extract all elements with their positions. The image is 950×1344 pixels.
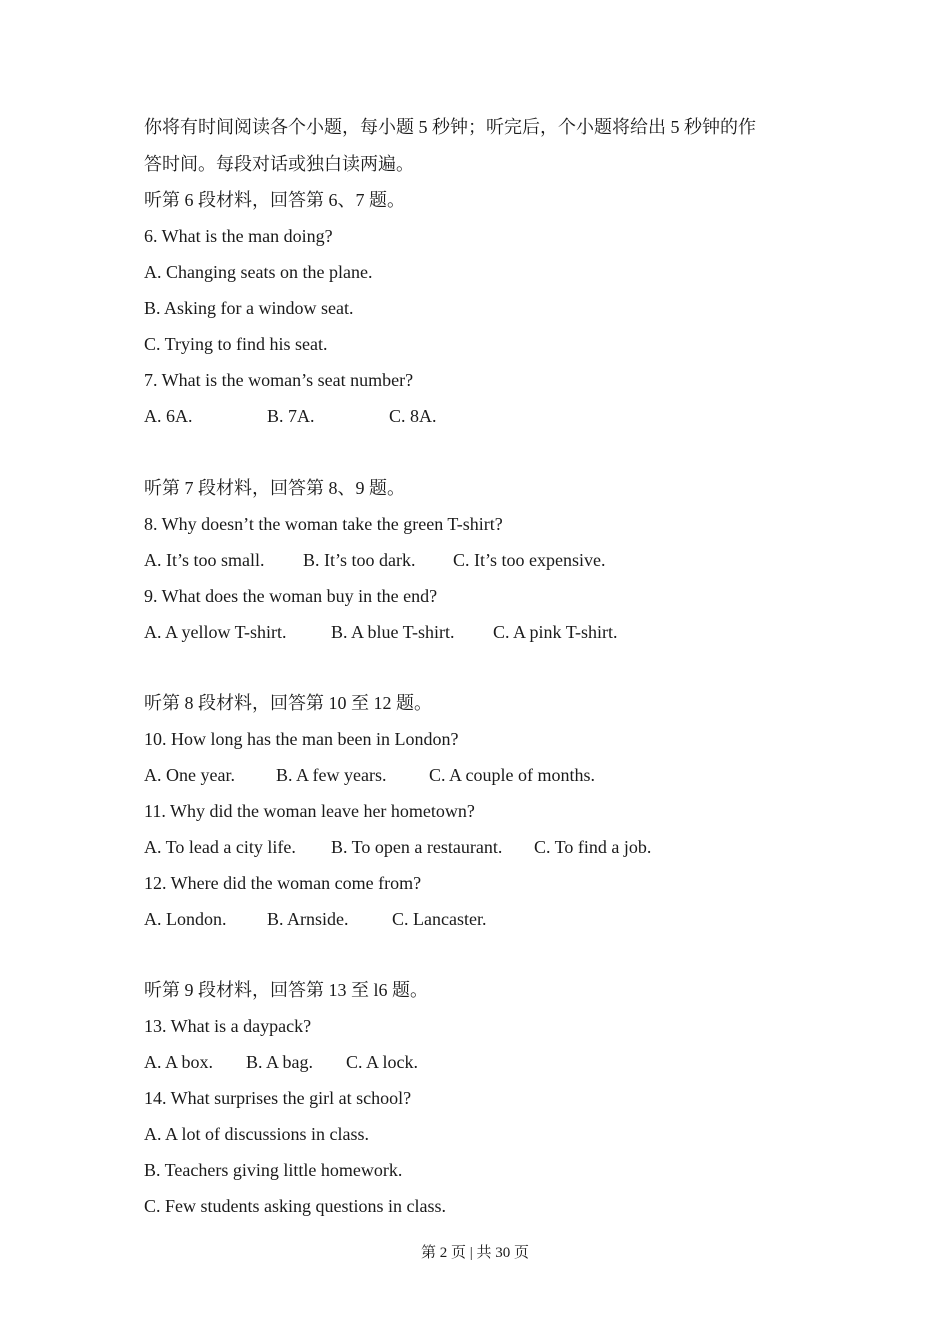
answer-option: A. It’s too small.	[144, 550, 265, 570]
answer-option: C. Lancaster.	[392, 909, 487, 929]
answer-option: B. Arnside.	[267, 909, 349, 929]
question-text: 13. What is a daypack?	[144, 1016, 312, 1036]
answer-option: B. To open a restaurant.	[331, 837, 503, 857]
instruction-line-1: 你将有时间阅读各个小题，每小题 5 秒钟；听完后，个小题将给出 5 秒钟的作	[144, 117, 756, 137]
question-text: 6. What is the man doing?	[144, 226, 333, 246]
answer-option: A. To lead a city life.	[144, 837, 296, 857]
answer-option: C. A couple of months.	[429, 765, 595, 785]
answer-option: A. A box.	[144, 1052, 214, 1072]
question-text: 10. How long has the man been in London?	[144, 729, 459, 749]
question-text: 14. What surprises the girl at school?	[144, 1088, 412, 1108]
answer-option: C. Trying to find his seat.	[144, 334, 328, 354]
answer-option: B. A few years.	[276, 765, 387, 785]
question-text: 11. Why did the woman leave her hometown?	[144, 801, 475, 821]
answer-option: A. London.	[144, 909, 227, 929]
answer-option: A. A yellow T-shirt.	[144, 622, 287, 642]
answer-option: C. A lock.	[346, 1052, 419, 1072]
section-heading: 听第 8 段材料，回答第 10 至 12 题。	[144, 693, 432, 713]
question-text: 8. Why doesn’t the woman take the green T-shirt?	[144, 514, 503, 534]
answer-option: C. 8A.	[389, 406, 437, 426]
answer-option: B. It’s too dark.	[303, 550, 416, 570]
answer-option: B. 7A.	[267, 406, 315, 426]
answer-option: B. Teachers giving little homework.	[144, 1160, 403, 1180]
answer-option: C. It’s too expensive.	[453, 550, 606, 570]
page-footer: 第 2 页 | 共 30 页	[420, 1245, 529, 1261]
section-heading: 听第 7 段材料，回答第 8、9 题。	[144, 478, 405, 498]
answer-option: A. 6A.	[144, 406, 193, 426]
answer-option: A. Changing seats on the plane.	[144, 262, 373, 282]
answer-option: C. To find a job.	[534, 837, 652, 857]
answer-option: C. Few students asking questions in class.	[144, 1196, 446, 1216]
question-text: 9. What does the woman buy in the end?	[144, 586, 438, 606]
answer-option: A. A lot of discussions in class.	[144, 1124, 370, 1144]
answer-option: B. A blue T-shirt.	[331, 622, 455, 642]
question-text: 12. Where did the woman come from?	[144, 873, 422, 893]
answer-option: C. A pink T-shirt.	[493, 622, 618, 642]
section-heading: 听第 6 段材料，回答第 6、7 题。	[144, 190, 405, 210]
question-text: 7. What is the woman’s seat number?	[144, 370, 414, 390]
answer-option: B. Asking for a window seat.	[144, 298, 354, 318]
answer-option: B. A bag.	[246, 1052, 314, 1072]
instruction-line-2: 答时间。每段对话或独白读两遍。	[144, 154, 414, 174]
answer-option: A. One year.	[144, 765, 235, 785]
section-heading: 听第 9 段材料，回答第 13 至 l6 题。	[144, 980, 428, 1000]
